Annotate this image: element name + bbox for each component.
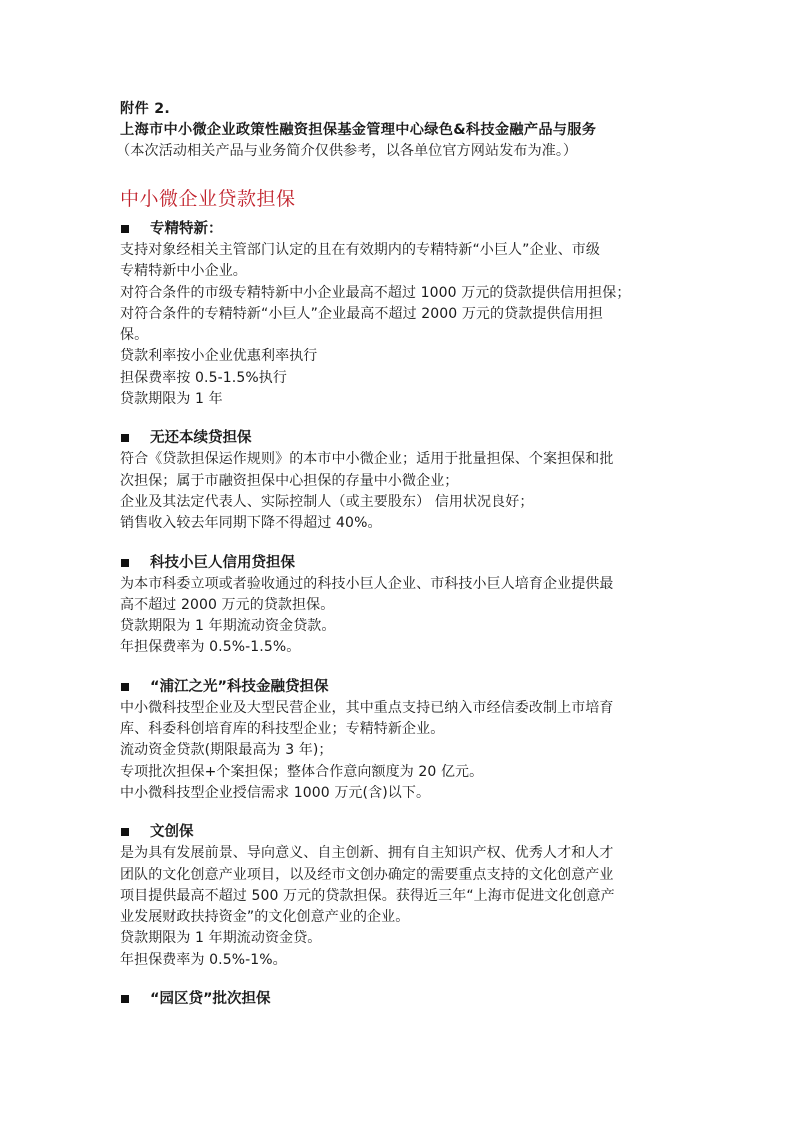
- product-item-title-row: [120, 427, 685, 449]
- body-text-line: 中小微科技型企业授信需求 1000 万元(含)以下。: [120, 784, 431, 801]
- body-text-line: 贷款期限为 1 年期流动资金贷款。: [120, 618, 336, 635]
- section-heading: 中小微企业贷款担保: [120, 188, 296, 210]
- document-page: [116, 99, 685, 1027]
- body-text-line: 专项批次担保+个案担保；整体合作意向额度为 20 亿元。: [120, 763, 484, 780]
- product-list: [120, 218, 685, 1010]
- body-text-line: 团队的文化创意产业项目，以及经市文创办确定的需要重点支持的文化创意产业: [120, 866, 614, 883]
- document-title: 上海市中小微企业政策性融资担保基金管理中心绿色&科技金融产品与服务: [120, 122, 597, 138]
- body-text-line: 项目提供最高不超过 500 万元的贷款担保。获得近三年“上海市促进文化创意产: [120, 887, 615, 904]
- attachment-label: 附件 2.: [120, 101, 171, 117]
- square-bullet-icon: [121, 683, 129, 691]
- product-item: [120, 988, 685, 1010]
- body-text-line: 年担保费率为 0.5%-1%。: [120, 951, 287, 968]
- product-item-body: [120, 574, 685, 659]
- body-text-line: 次担保；属于市融资担保中心担保的存量中小微企业；: [120, 472, 459, 489]
- product-item: [120, 821, 685, 971]
- product-item-title: “园区贷”批次担保: [150, 991, 271, 1008]
- body-text-line: 销售收入较去年同期下降不得超过 40%。: [120, 515, 382, 532]
- square-bullet-icon: [121, 225, 129, 233]
- product-item-title-row: [120, 988, 685, 1010]
- product-item-title-row: [120, 821, 685, 843]
- body-text-line: 中小微科技型企业及大型民营企业，其中重点支持已纳入市经信委改制上市培育: [120, 699, 614, 716]
- product-item: [120, 218, 685, 410]
- product-item: [120, 427, 685, 534]
- body-text-line: 流动资金贷款(期限最高为 3 年)；: [120, 742, 333, 759]
- product-item-body: [120, 698, 685, 804]
- body-text-line: 高不超过 2000 万元的贷款担保。: [120, 596, 335, 613]
- body-text-line: 专精特新中小企业。: [120, 263, 247, 280]
- product-item-body: [120, 449, 685, 534]
- body-text-line: 对符合条件的市级专精特新中小企业最高不超过 1000 万元的贷款提供信用担保；: [120, 284, 631, 301]
- product-item-title: 文创保: [150, 824, 194, 841]
- body-text-line: 支持对象经相关主管部门认定的且在有效期内的专精特新“小巨人”企业、市级: [120, 242, 601, 258]
- body-text-line: 企业及其法定代表人、实际控制人（或主要股东） 信用状况良好；: [120, 493, 534, 510]
- body-text-line: 库、科委科创培育库的科技型企业；专精特新企业。: [120, 721, 445, 738]
- product-item-title-row: [120, 676, 685, 698]
- disclaimer-note: （本次活动相关产品与业务简介仅供参考，以各单位官方网站发布为准。）: [116, 143, 578, 159]
- body-text-line: 保。: [120, 327, 149, 344]
- body-text-line: 对符合条件的专精特新“小巨人”企业最高不超过 2000 万元的贷款提供信用担: [120, 305, 603, 322]
- body-text-line: 贷款期限为 1 年: [120, 391, 223, 408]
- body-text-line: 业发展财政扶持资金”的文化创意产业的企业。: [120, 909, 410, 926]
- product-item-body: [120, 240, 685, 410]
- body-text-line: 贷款利率按小企业优惠利率执行: [120, 348, 318, 365]
- product-item: [120, 552, 685, 659]
- square-bullet-icon: [121, 559, 129, 567]
- body-text-line: 担保费率按 0.5-1.5%执行: [120, 369, 287, 386]
- product-item-title-row: [120, 218, 685, 240]
- product-item-title: 专精特新：: [150, 221, 223, 237]
- body-text-line: 是为具有发展前景、导向意义、自主创新、拥有自主知识产权、优秀人才和人才: [120, 845, 614, 862]
- square-bullet-icon: [121, 828, 129, 836]
- product-item: [120, 676, 685, 804]
- square-bullet-icon: [121, 995, 129, 1003]
- body-text-line: 符合《贷款担保运作规则》的本市中小微企业；适用于批量担保、个案担保和批: [120, 451, 614, 468]
- body-text-line: 贷款期限为 1 年期流动资金贷。: [120, 930, 322, 947]
- square-bullet-icon: [121, 434, 129, 442]
- product-item-title: “浦江之光”科技金融贷担保: [150, 678, 329, 695]
- body-text-line: 年担保费率为 0.5%-1.5%。: [120, 639, 301, 656]
- product-item-body: [120, 843, 685, 971]
- product-item-title: 科技小巨人信用贷担保: [150, 554, 295, 571]
- product-item-title: 无还本续贷担保: [150, 430, 252, 447]
- product-item-title-row: [120, 552, 685, 574]
- body-text-line: 为本市科委立项或者验收通过的科技小巨人企业、市科技小巨人培育企业提供最: [120, 575, 614, 592]
